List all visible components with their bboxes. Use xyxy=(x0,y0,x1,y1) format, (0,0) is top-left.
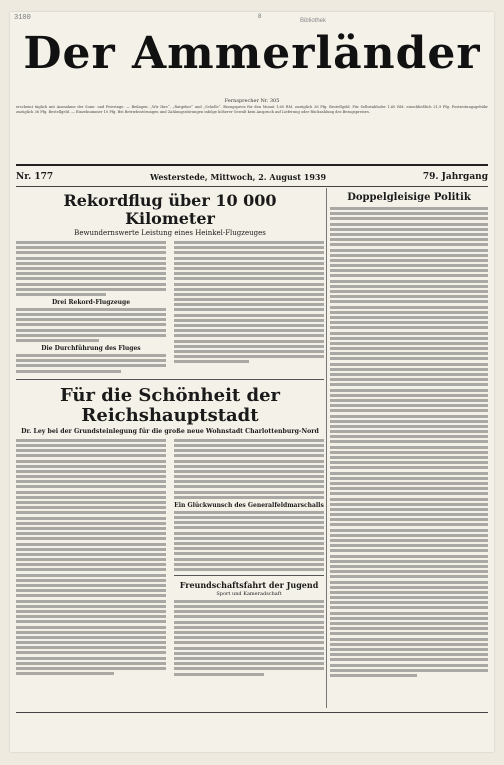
box-subheadline: Sport und Kameradschaft xyxy=(216,590,282,597)
issue-info-row xyxy=(16,170,488,184)
page-bottom-rule xyxy=(16,712,488,713)
issue-number: Nr. 177 xyxy=(16,172,54,182)
lead-text-column-1 xyxy=(16,241,166,375)
main-column xyxy=(16,192,324,678)
second-subheadline: Dr. Ley bei der Grundsteinlegung für die große neue Wohnstadt Charlottenburg-Nord xyxy=(21,427,319,435)
issue-year: 79. Jahrgang xyxy=(422,172,488,182)
second-text-column-2 xyxy=(174,439,324,678)
lead-section-heading-1: Drei Rekord-Flugzeuge xyxy=(51,298,131,306)
subscription-fine-print: erscheint täglich mit Ausnahme der Sonn- und Feiertage. — Beilagen: „Wir Ihre“, „Ratgeber“ und „Scholle“. Bezugspreis für den Monat 1,60 RM. zuzüglich 36 Pfg. Bestellgeld. Für Selbstabholer 1,60 RM. einschließlich 21,9 Pfg. Postzeitungsgebühr zuzüglich 36 Pfg. Bestellgeld. — Einzelnummer 10 Pfg. Bei Betriebsstörungen und Zahlungsstörungen infolge höherer Gewalt kein Anspruch auf Lieferung oder Rückzahlung des Bezugspreises. xyxy=(16,105,488,114)
masthead-rule xyxy=(16,164,488,166)
lead-subheadline: Bewundernswerte Leistung eines Heinkel-Flugzeuges xyxy=(74,229,266,237)
article-separator xyxy=(16,379,324,380)
second-article-body xyxy=(16,439,324,678)
newspaper-masthead: Der Ammerländer xyxy=(23,28,481,79)
phone-line: Fernsprecher Nr. 305 xyxy=(224,98,280,104)
side-headline: Doppelgleisige Politik xyxy=(347,192,471,203)
library-stamp: Bibliothek xyxy=(300,18,327,24)
newspaper-page xyxy=(10,12,494,752)
issue-place-date: Westerstede, Mittwoch, 2. August 1939 xyxy=(150,172,327,182)
lead-headline: Rekordflug über 10 000 Kilometer xyxy=(63,191,277,228)
lead-section-heading-2: Die Durchführung des Fluges xyxy=(41,345,141,352)
second-headline: Für die Schönheit der Reichshauptstadt xyxy=(59,384,281,426)
box-separator xyxy=(174,575,324,576)
side-column xyxy=(330,192,488,679)
column-divider xyxy=(326,188,327,708)
box-headline: Freundschaftsfahrt der Jugend xyxy=(179,579,319,590)
second-section-heading: Ein Glückwunsch des Generalfeldmarschalls xyxy=(174,501,324,509)
archive-number: 3100 xyxy=(14,14,31,22)
side-article-body xyxy=(330,207,488,677)
issue-rule xyxy=(16,186,488,187)
second-text-column-1 xyxy=(16,439,166,678)
page-mark: 8 xyxy=(258,14,262,20)
lead-article-body xyxy=(16,241,324,375)
lead-text-column-2 xyxy=(174,241,324,375)
